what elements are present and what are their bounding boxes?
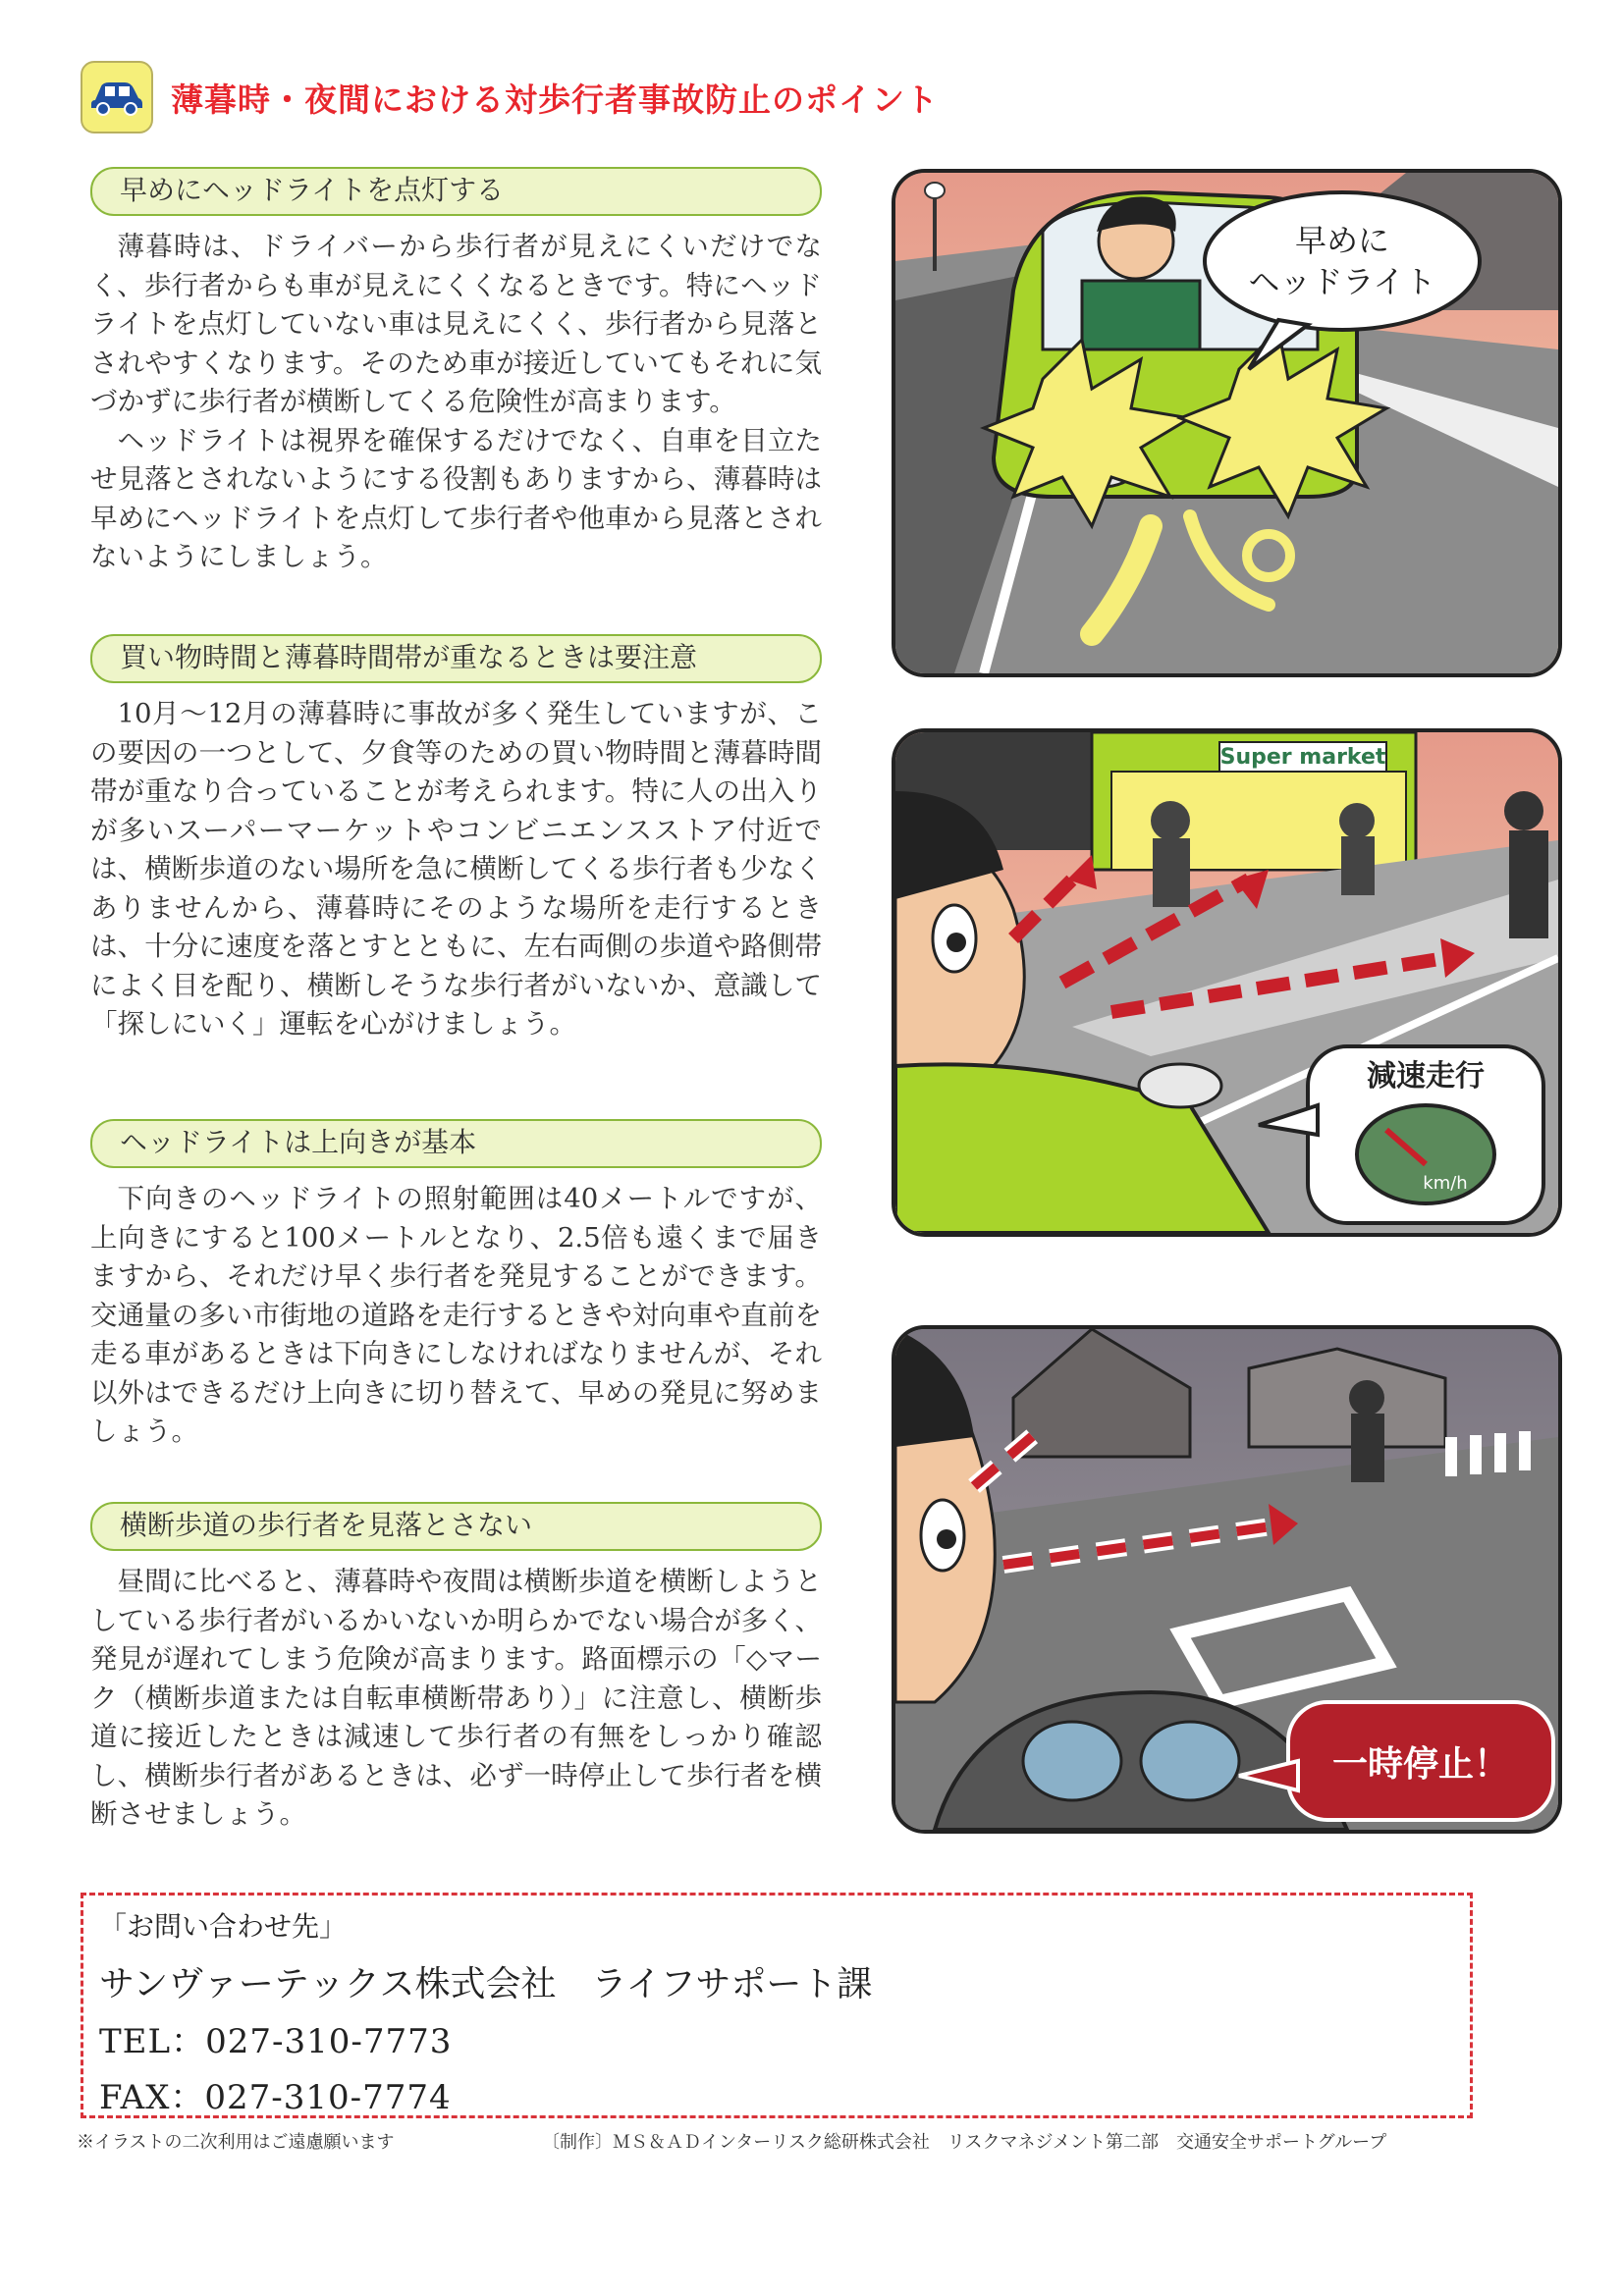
- contact-label: 「お問い合わせ先」: [99, 1910, 348, 1943]
- illustration-headlights: [892, 169, 1562, 677]
- section-heading: 早めにヘッドライトを点灯する: [90, 167, 822, 216]
- section-high-beam: [90, 1119, 822, 1452]
- illustration-crosswalk-stop: [892, 1325, 1562, 1834]
- speed-unit: km/h: [1423, 1173, 1468, 1194]
- page-header: [81, 61, 1553, 139]
- section-heading: 買い物時間と薄暮時間帯が重なるときは要注意: [90, 634, 822, 683]
- car-icon: [81, 61, 153, 133]
- paragraph: 昼間に比べると、薄暮時や夜間は横断歩道を横断しようとしている歩行者がいるかいないか明らかでない場合が多く、発見が遅れてしまう危険が高まります。路面標示の「◇マーク（横断歩道または自転車横断帯あり）」に注意し、横断歩道に接近したときは減速して歩行者の有無をしっかり確認し、横断歩行者があるときは、必ず一時停止して歩行者を横断させましょう。: [90, 1566, 822, 1830]
- section-crosswalk: [90, 1502, 822, 1835]
- section-heading: ヘッドライトは上向きが基本: [90, 1119, 822, 1168]
- section-body: [90, 695, 822, 1044]
- contact-fax: FAX：027-310-7774: [99, 2078, 452, 2117]
- section-early-headlights: [90, 167, 822, 577]
- paragraph: 下向きのヘッドライトの照射範囲は40メートルですが、上向きにすると100メートルとなり、2.5倍も遠くまで届きますから、それだけ早く歩行者を発見することができます。交通量の多い市街地の道路を走行するときや対向車や直前を走る車があるときは下向きにしなければなりませんが、それ以外はできるだけ上向きに切り替えて、早めの発見に努めましょう。: [90, 1183, 822, 1447]
- slowdown-bubble-text: 減速走行: [1367, 1059, 1485, 1094]
- contact-tel[interactable]: TEL：027-310-7773: [99, 2022, 453, 2061]
- footnote-illustration-reuse: ※イラストの二次利用はご遠慮願います: [77, 2132, 395, 2153]
- section-heading: 横断歩道の歩行者を見落とさない: [90, 1502, 822, 1551]
- contact-box: [81, 1893, 1473, 2118]
- footnote-producer: 〔制作〕ＭＳ＆ＡＤインターリスク総研株式会社 リスクマネジメント第二部 交通安全サポートグループ: [542, 2132, 1387, 2153]
- contact-company: サンヴァーテックス株式会社 ライフサポート課: [99, 1964, 873, 2004]
- supermarket-sign: Super market: [1219, 745, 1386, 770]
- section-body: [90, 1563, 822, 1835]
- section-body: [90, 1180, 822, 1452]
- section-shopping-time: [90, 634, 822, 1044]
- illustration-supermarket: [892, 728, 1562, 1237]
- stop-bubble-text: 一時停止！: [1331, 1744, 1510, 1785]
- paragraph: 薄暮時は、ドライバーから歩行者が見えにくいだけでなく、歩行者からも車が見えにくくなるときです。特にヘッドライトを点灯していない車は見えにくく、歩行者から見落とされやすくなります。そのため車が接近していてもそれに気づかずに歩行者が横断してくる危険性が高まります。: [90, 231, 822, 417]
- bubble-text-line2: ヘッドライト: [1248, 263, 1436, 300]
- page-title: 薄暮時・夜間における対歩行者事故防止のポイント: [171, 80, 939, 119]
- paragraph: 10月～12月の薄暮時に事故が多く発生していますが、この要因の一つとして、夕食等のための買い物時間と薄暮時間帯が重なり合っていることが考えられます。特に人の出入りが多いスーパーマーケットやコンビニエンスストア付近では、横断歩道のない場所を急に横断してくる歩行者も少なくありませんから、薄暮時にそのような場所を走行するときは、十分に速度を落とすとともに、左右両側の歩道や路側帯によく目を配り、横断しそうな歩行者がいないか、意識して「探しにいく」運転を心がけましょう。: [90, 698, 822, 1040]
- section-body: [90, 228, 822, 577]
- bubble-text-line1: 早めに: [1294, 222, 1390, 259]
- paragraph: ヘッドライトは視界を確保するだけでなく、自車を目立たせ見落とされないようにする役割もありますから、薄暮時は早めにヘッドライトを点灯して歩行者や他車から見落とされないようにしましょう。: [90, 424, 822, 572]
